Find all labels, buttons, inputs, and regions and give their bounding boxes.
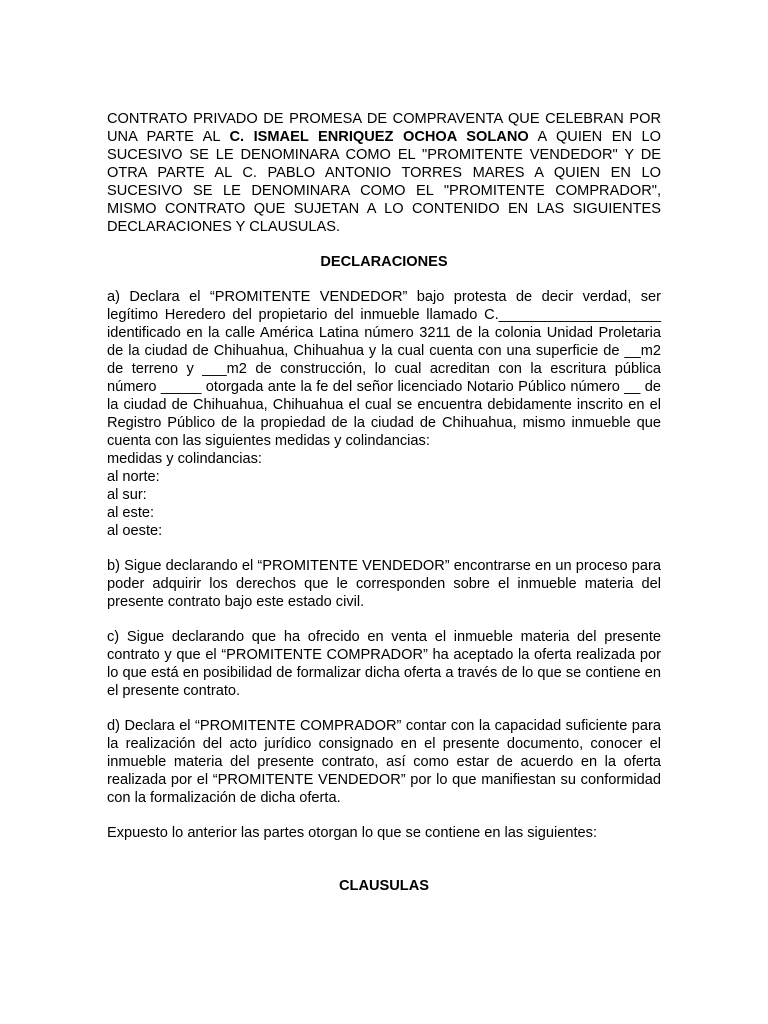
intro-text-part1: CONTRATO PRIVADO DE PROMESA DE COMPRAVENTA QUE CELEBRAN POR UNA PARTE AL <box>107 111 661 145</box>
clausulas-heading: CLAUSULAS <box>339 878 429 894</box>
medida-oeste: al oeste: <box>107 523 163 539</box>
vendor-name: C. ISMAEL ENRIQUEZ OCHOA SOLANO <box>229 129 529 145</box>
medidas-title: medidas y colindancias: <box>107 451 262 467</box>
medida-sur: al sur: <box>107 487 147 503</box>
document-page <box>107 110 661 895</box>
declaraciones-heading: DECLARACIONES <box>320 254 448 270</box>
intro-text-part2: A QUIEN EN LO SUCESIVO SE LE DENOMINARA COMO EL "PROMITENTE VENDEDOR" Y DE OTRA PARTE AL C. PABLO ANTONIO TORRES MARES A QUIEN EN LO SUCESIVO SE LE DENOMINARA COMO EL "PROMITENTE COMPRADOR", MISMO CONTRATO QUE SUJETAN A LO CONTENIDO EN LAS SIGUIENTES DECLARACIONES Y CLAUSULAS. <box>107 129 662 235</box>
declaration-c: c) Sigue declarando que ha ofrecido en venta el inmueble materia del presente contrato y que el “PROMITENTE COMPRADOR” ha aceptado la oferta realizada por lo que está en posibilidad de formalizar dicha oferta a través de lo que se contiene en el presente contrato. <box>107 629 661 699</box>
medidas-list <box>107 450 661 540</box>
declaration-d: d) Declara el “PROMITENTE COMPRADOR” contar con la capacidad suficiente para la realización del acto jurídico consignado en el presente documento, conocer el inmueble materia del presente contrato, así como estar de acuerdo en la oferta realizada por el “PROMITENTE VENDEDOR” por lo que manifiestan su conformidad con la formalización de dicha oferta. <box>107 718 661 806</box>
medida-este: al este: <box>107 505 155 521</box>
declaration-b: b) Sigue declarando el “PROMITENTE VENDEDOR” encontrarse en un proceso para poder adquirir los derechos que le corresponden sobre el inmueble materia del presente contrato bajo este estado civil. <box>107 558 661 610</box>
expuesto-paragraph: Expuesto lo anterior las partes otorgan lo que se contiene en las siguientes: <box>107 825 598 841</box>
declaration-a: a) Declara el “PROMITENTE VENDEDOR” bajo protesta de decir verdad, ser legítimo Heredero del propietario del inmueble llamado C.____________________ identificado en la calle América Latina número 3211 de la colonia Unidad Proletaria de la ciudad de Chihuahua, Chihuahua y la cual cuenta con una superficie de __m2 de terreno y ___m2 de construcción, lo cual acreditan con la escritura pública número _____ otorgada ante la fe del señor licenciado Notario Público número __ de la ciudad de Chihuahua, Chihuahua el cual se encuentra debidamente inscrito en el Registro Público de la propiedad de la ciudad de Chihuahua, mismo inmueble que cuenta con las siguientes medidas y colindancias: <box>107 289 661 449</box>
contract-intro-paragraph <box>107 110 661 236</box>
medida-norte: al norte: <box>107 469 160 485</box>
